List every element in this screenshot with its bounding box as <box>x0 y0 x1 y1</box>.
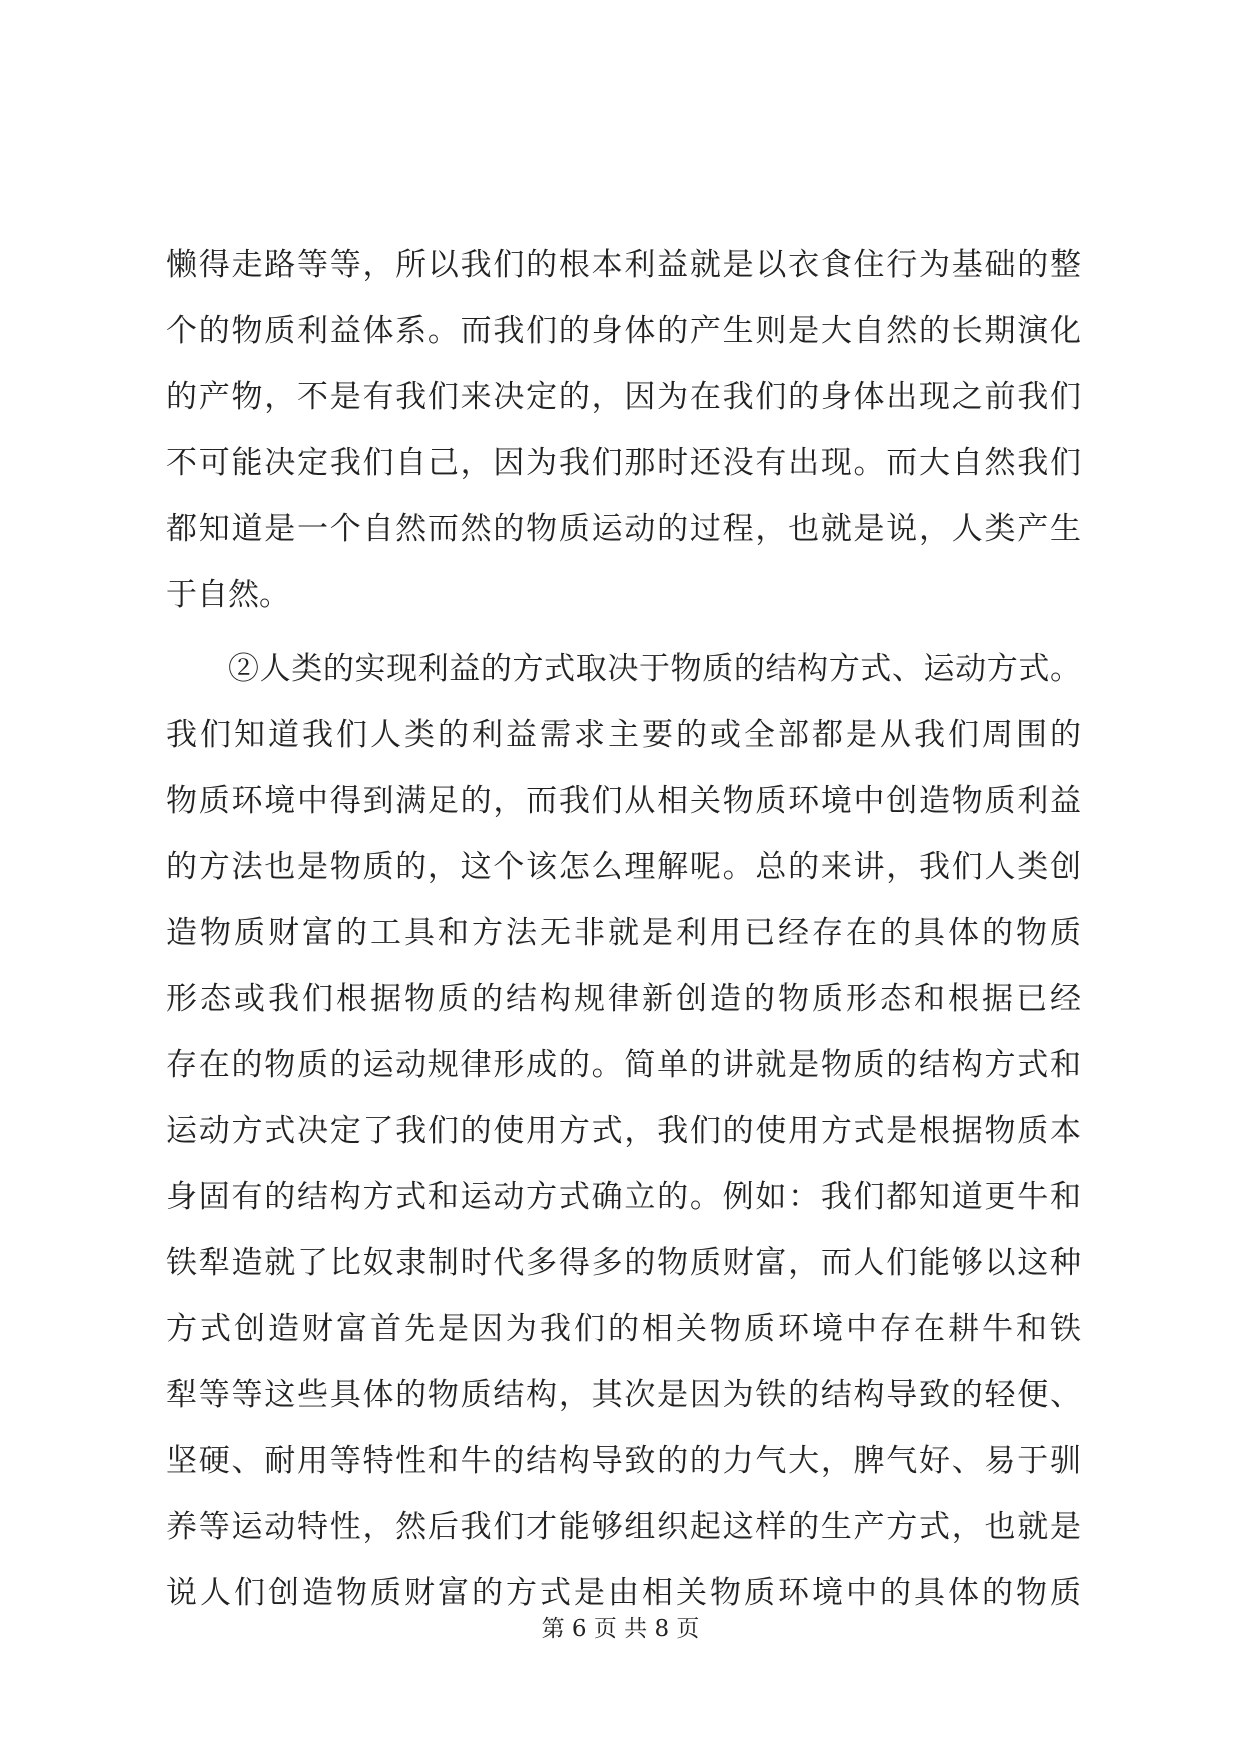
text-line: 造物质财富的工具和方法无非就是利用已经存在的具体的物质 <box>166 915 1081 951</box>
text-line: 方式创造财富首先是因为我们的相关物质环境中存在耕牛和铁 <box>166 1311 1081 1347</box>
text-line: 于自然。 <box>166 577 290 613</box>
paragraph-1 <box>166 232 1081 628</box>
text-line: 的产物，不是有我们来决定的，因为在我们的身体出现之前我们 <box>166 379 1081 415</box>
text-line: 犁等等这些具体的物质结构，其次是因为铁的结构导致的轻便、 <box>166 1377 1081 1413</box>
text-line: 都知道是一个自然而然的物质运动的过程，也就是说，人类产生 <box>166 511 1081 547</box>
text-line: 坚硬、耐用等特性和牛的结构导致的的力气大，脾气好、易于驯 <box>166 1443 1081 1479</box>
text-line: 形态或我们根据物质的结构规律新创造的物质形态和根据已经 <box>166 981 1081 1017</box>
text-line: 不可能决定我们自己，因为我们那时还没有出现。而大自然我们 <box>166 445 1081 481</box>
text-line: 身固有的结构方式和运动方式确立的。例如：我们都知道更牛和 <box>166 1179 1081 1215</box>
text-line: ②人类的实现利益的方式取决于物质的结构方式、运动方式。 <box>228 651 1081 687</box>
text-line: 养等运动特性，然后我们才能够组织起这样的生产方式，也就是 <box>166 1509 1081 1545</box>
page-number-footer: 第 6 页 共 8 页 <box>541 1616 700 1642</box>
document-body <box>166 232 1081 1626</box>
text-line: 运动方式决定了我们的使用方式，我们的使用方式是根据物质本 <box>166 1113 1081 1149</box>
paragraph-gap <box>166 628 1081 636</box>
text-line: 存在的物质的运动规律形成的。简单的讲就是物质的结构方式和 <box>166 1047 1081 1083</box>
text-line: 我们知道我们人类的利益需求主要的或全部都是从我们周围的 <box>166 717 1081 753</box>
paragraph-2 <box>166 636 1081 1626</box>
text-line: 铁犁造就了比奴隶制时代多得多的物质财富，而人们能够以这种 <box>166 1245 1081 1281</box>
text-line: 说人们创造物质财富的方式是由相关物质环境中的具体的物质 <box>166 1575 1081 1611</box>
text-line: 的方法也是物质的，这个该怎么理解呢。总的来讲，我们人类创 <box>166 849 1081 885</box>
text-line: 个的物质利益体系。而我们的身体的产生则是大自然的长期演化 <box>166 313 1081 349</box>
text-line: 懒得走路等等，所以我们的根本利益就是以衣食住行为基础的整 <box>166 247 1081 283</box>
text-line: 物质环境中得到满足的，而我们从相关物质环境中创造物质利益 <box>166 783 1081 819</box>
